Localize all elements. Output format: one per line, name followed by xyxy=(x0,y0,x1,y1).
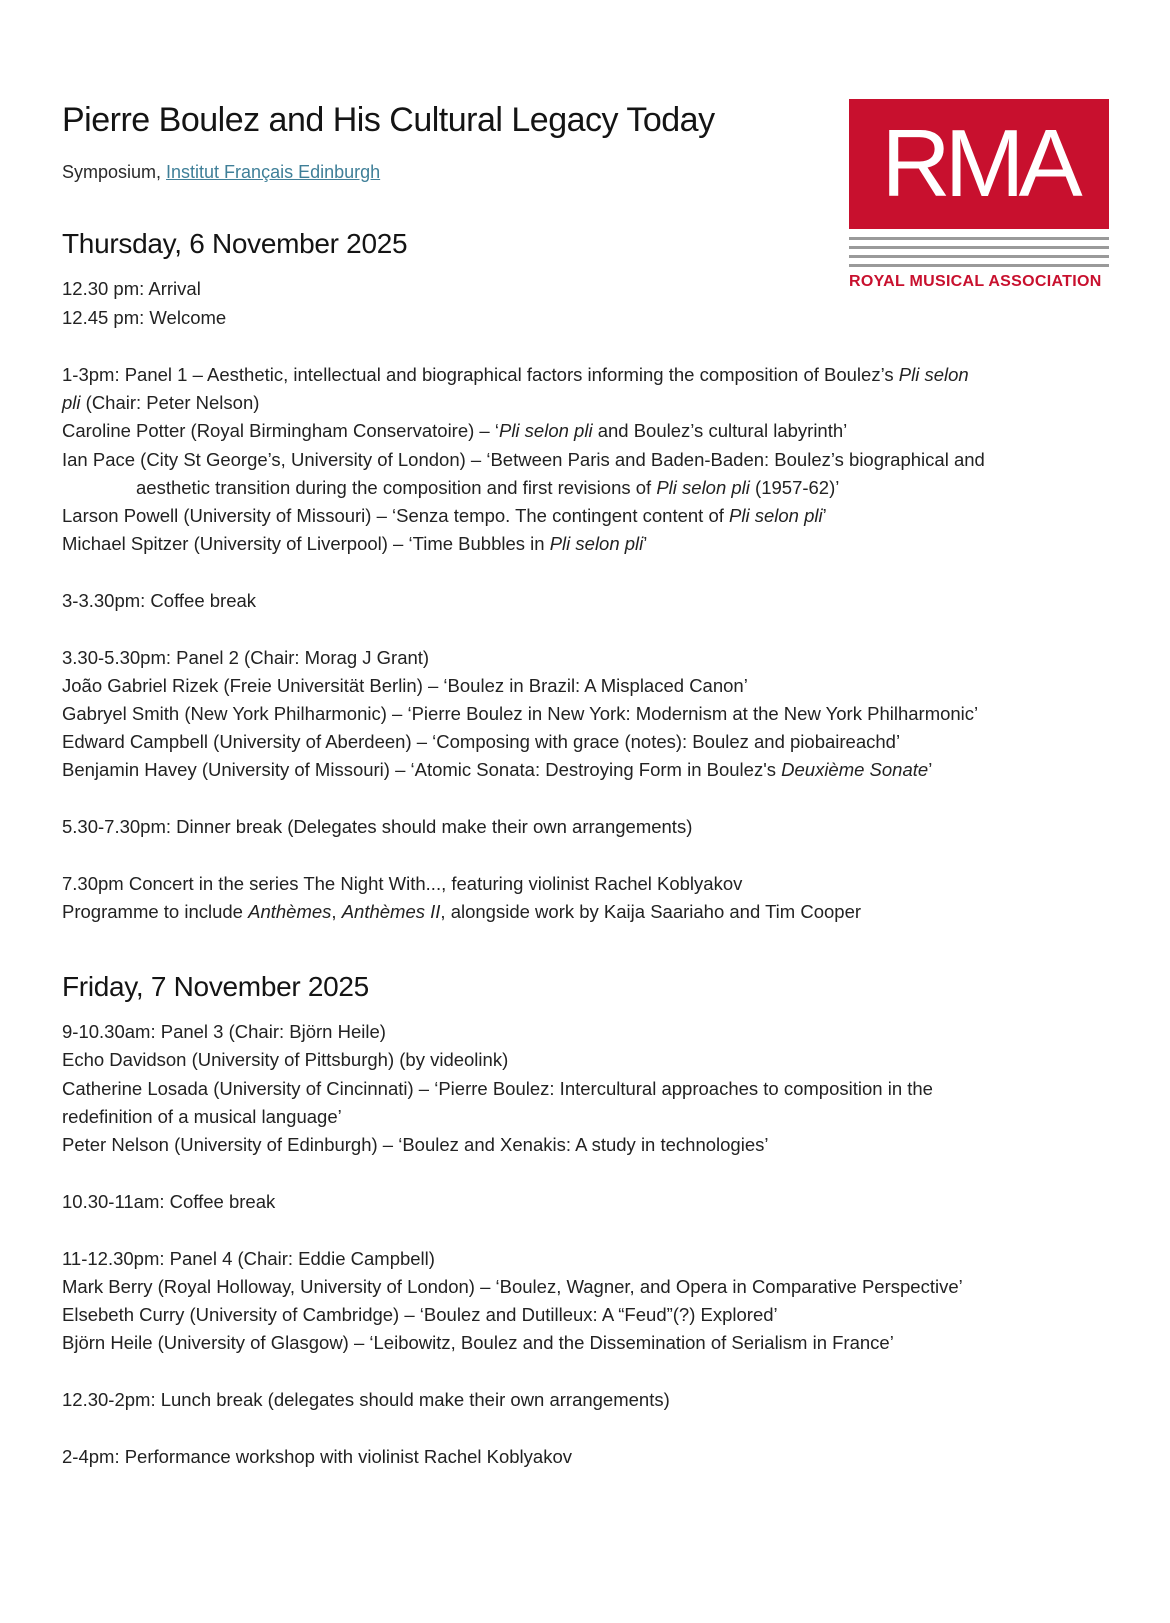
staff-lines-icon xyxy=(849,237,1109,267)
panel-1-heading: 1-3pm: Panel 1 – Aesthetic, intellectual and biographical factors informing the composition of Boulez’s Pli selon xyxy=(62,364,969,385)
rma-logo-letters: RMA xyxy=(881,110,1077,217)
talk-echo-davidson: Echo Davidson (University of Pittsburgh) (by videolink) xyxy=(62,1049,509,1070)
talk-gabryel-smith: Gabryel Smith (New York Philharmonic) – ‘Pierre Boulez in New York: Modernism at the New York Philharmonic’ xyxy=(62,703,979,724)
talk-bjorn-heile: Björn Heile (University of Glasgow) – ‘Leibowitz, Boulez and the Dissemination of Serialism in France’ xyxy=(62,1332,894,1353)
talk-catherine-losada-cont: redefinition of a musical language’ xyxy=(62,1106,342,1127)
talk-elsebeth-curry: Elsebeth Curry (University of Cambridge) – ‘Boulez and Dutilleux: A “Feud”(?) Explored’ xyxy=(62,1304,778,1325)
concert-programme: Programme to include Anthèmes, Anthèmes II, alongside work by Kaija Saariaho and Tim Cooper xyxy=(62,901,862,922)
schedule-welcome: 12.45 pm: Welcome xyxy=(62,307,227,328)
talk-joao-rizek: João Gabriel Rizek (Freie Universität Berlin) – ‘Boulez in Brazil: A Misplaced Canon’ xyxy=(62,675,748,696)
panel-4-heading: 11-12.30pm: Panel 4 (Chair: Eddie Campbell) xyxy=(62,1248,435,1269)
subtitle xyxy=(62,160,380,184)
talk-larson-powell: Larson Powell (University of Missouri) – ‘Senza tempo. The contingent content of Pli selon pli’ xyxy=(62,505,827,526)
rma-logo-name: ROYAL MUSICAL ASSOCIATION xyxy=(849,273,1102,290)
day-heading-friday: Friday, 7 November 2025 xyxy=(62,971,369,1002)
page-title: Pierre Boulez and His Cultural Legacy Today xyxy=(62,101,715,139)
talk-peter-nelson: Peter Nelson (University of Edinburgh) – ‘Boulez and Xenakis: A study in technologies’ xyxy=(62,1134,769,1155)
talk-edward-campbell: Edward Campbell (University of Aberdeen) – ‘Composing with grace (notes): Boulez and piobaireachd’ xyxy=(62,731,901,752)
talk-benjamin-havey: Benjamin Havey (University of Missouri) – ‘Atomic Sonata: Destroying Form in Boulez's Deuxième Sonate’ xyxy=(62,759,933,780)
panel-1-heading-cont: pli (Chair: Peter Nelson) xyxy=(62,392,260,413)
talk-michael-spitzer: Michael Spitzer (University of Liverpool) – ‘Time Bubbles in Pli selon pli’ xyxy=(62,533,648,554)
talk-ian-pace-cont: aesthetic transition during the composition and first revisions of Pli selon pli (1957-62)’ xyxy=(136,477,840,498)
talk-ian-pace: Ian Pace (City St George’s, University of London) – ‘Between Paris and Baden-Baden: Boulez’s biographical and xyxy=(62,449,985,470)
talk-caroline-potter: Caroline Potter (Royal Birmingham Conservatoire) – ‘Pli selon pli and Boulez’s cultural labyrinth’ xyxy=(62,420,848,441)
performance-workshop: 2-4pm: Performance workshop with violinist Rachel Koblyakov xyxy=(62,1446,572,1467)
talk-mark-berry: Mark Berry (Royal Holloway, University of London) – ‘Boulez, Wagner, and Opera in Comparative Perspective’ xyxy=(62,1276,963,1297)
rma-logo-box xyxy=(849,99,1109,229)
concert: 7.30pm Concert in the series The Night With..., featuring violinist Rachel Koblyakov xyxy=(62,873,743,894)
panel-3-heading: 9-10.30am: Panel 3 (Chair: Björn Heile) xyxy=(62,1021,386,1042)
panel-2-heading: 3.30-5.30pm: Panel 2 (Chair: Morag J Grant) xyxy=(62,647,430,668)
coffee-break-friday: 10.30-11am: Coffee break xyxy=(62,1191,276,1212)
subtitle-prefix: Symposium, xyxy=(62,162,167,182)
schedule-arrival: 12.30 pm: Arrival xyxy=(62,278,201,299)
coffee-break-thursday: 3-3.30pm: Coffee break xyxy=(62,590,257,611)
rma-logo xyxy=(849,99,1109,291)
venue-link[interactable]: Institut Français Edinburgh xyxy=(166,162,381,182)
talk-catherine-losada: Catherine Losada (University of Cincinnati) – ‘Pierre Boulez: Intercultural approaches to composition in the xyxy=(62,1078,933,1099)
lunch-break: 12.30-2pm: Lunch break (delegates should make their own arrangements) xyxy=(62,1389,670,1410)
dinner-break: 5.30-7.30pm: Dinner break (Delegates should make their own arrangements) xyxy=(62,816,693,837)
day-heading-thursday: Thursday, 6 November 2025 xyxy=(62,228,408,259)
